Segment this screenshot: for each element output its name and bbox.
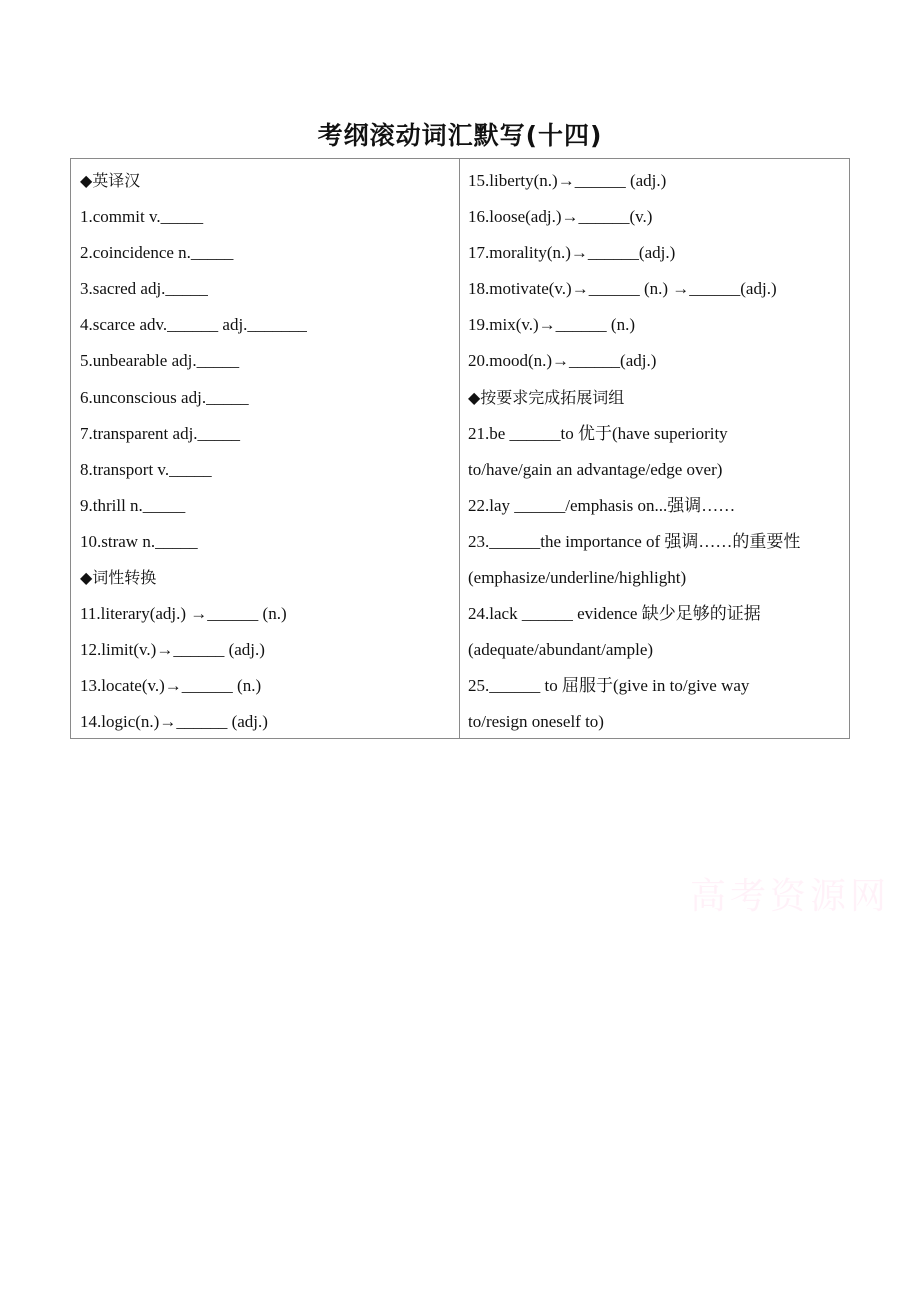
vocab-table: [70, 158, 850, 739]
section-heading-word-forms: ◆词性转换: [80, 568, 157, 588]
vocab-item-18: 18.motivate(v.)→______ (n.) →______(adj.): [468, 279, 777, 299]
vocab-item-1: 1.commit v._____: [80, 207, 204, 227]
phrase-item-23: 23.______the importance of 强调……的重要性: [468, 531, 801, 551]
phrase-item-25: 25.______ to 屈服于(give in to/give way: [468, 676, 750, 696]
vocab-item-15: 15.liberty(n.)→______ (adj.): [468, 171, 667, 190]
vocab-item-9: 9.thrill n._____: [80, 495, 186, 515]
vocab-item-2: 2.coincidence n._____: [80, 243, 234, 263]
page-title: 考纲滚动词汇默写(十四): [317, 121, 603, 150]
phrase-item-24: 24.lack ______ evidence 缺少足够的证据: [468, 604, 761, 624]
vocab-item-13: 13.locate(v.)→______ (n.): [80, 676, 262, 696]
vocab-item-7: 7.transparent adj._____: [80, 423, 241, 443]
vocab-item-14: 14.logic(n.)→______ (adj.): [80, 712, 268, 732]
watermark: 高考资源网: [690, 876, 891, 917]
vocab-item-10: 10.straw n._____: [80, 531, 198, 551]
right-column: [460, 159, 849, 738]
section-heading-phrases: ◆按要求完成拓展词组: [468, 387, 625, 407]
phrase-item-25-continued: to/resign oneself to): [468, 712, 604, 732]
phrase-item-21-continued: to/have/gain an advantage/edge over): [468, 459, 723, 479]
phrase-item-21: 21.be ______to 优于(have superiority: [468, 423, 728, 443]
vocab-item-16: 16.loose(adj.)→______(v.): [468, 207, 653, 227]
phrase-item-22: 22.lay ______/emphasis on...强调……: [468, 495, 736, 515]
vocab-item-3: 3.sacred adj._____: [80, 279, 208, 299]
vocab-item-8: 8.transport v._____: [80, 459, 212, 479]
section-heading-en-to-cn: ◆英译汉: [80, 171, 141, 190]
phrase-item-23-continued: (emphasize/underline/highlight): [468, 568, 687, 588]
vocab-item-4: 4.scarce adv.______ adj._______: [80, 315, 307, 335]
vocab-item-19: 19.mix(v.)→______ (n.): [468, 315, 635, 335]
vocab-item-5: 5.unbearable adj._____: [80, 351, 240, 371]
left-column: [71, 159, 460, 738]
vocab-item-6: 6.unconscious adj._____: [80, 387, 249, 407]
vocab-item-12: 12.limit(v.)→______ (adj.): [80, 640, 265, 660]
vocab-item-17: 17.morality(n.)→______(adj.): [468, 243, 676, 263]
vocab-item-20: 20.mood(n.)→______(adj.): [468, 351, 657, 371]
phrase-item-24-continued: (adequate/abundant/ample): [468, 640, 654, 660]
vocab-item-11: 11.literary(adj.) →______ (n.): [80, 604, 287, 624]
